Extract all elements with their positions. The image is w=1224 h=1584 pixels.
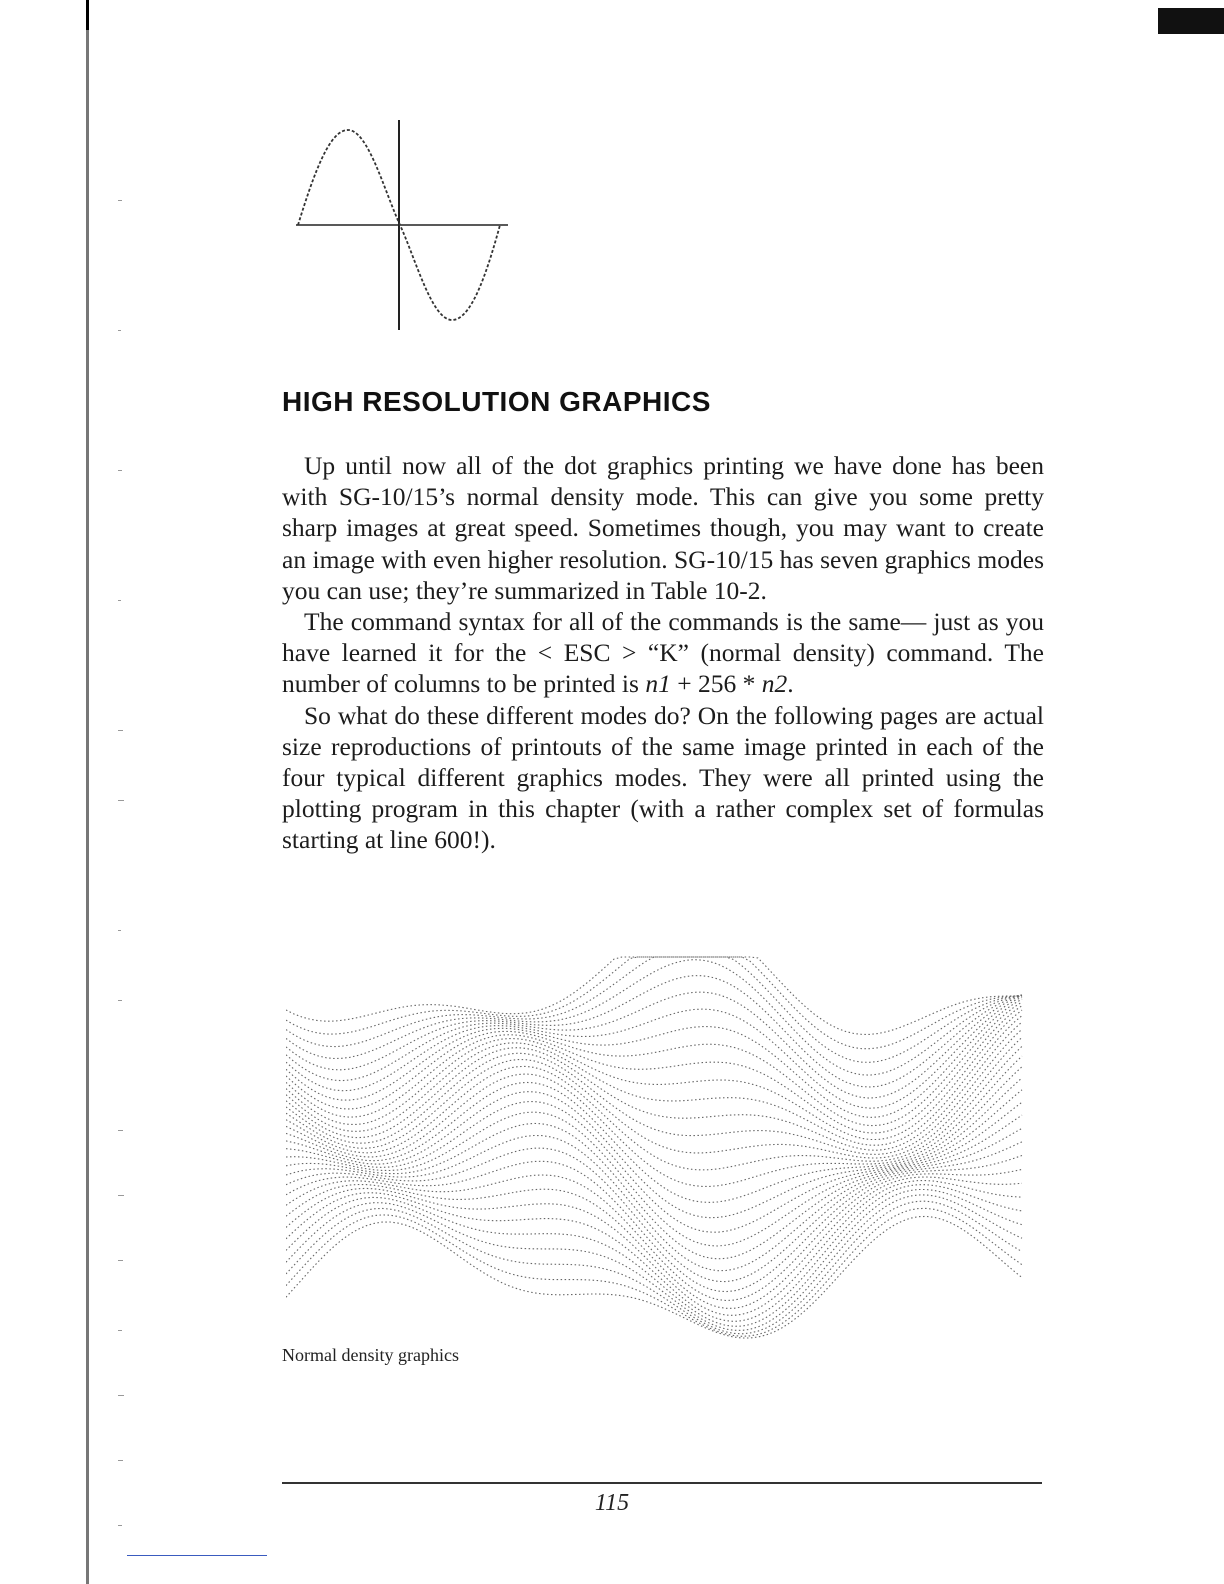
surface-line <box>286 976 1022 1087</box>
surface-line <box>286 1067 1022 1203</box>
surface-line <box>286 1142 1022 1282</box>
surface-line <box>286 957 1022 1049</box>
surface-line <box>286 1156 1022 1292</box>
section-heading: HIGH RESOLUTION GRAPHICS <box>282 386 711 417</box>
page-number: 115 <box>594 1490 630 1516</box>
surface-line <box>286 1002 1022 1126</box>
sine-wave-figure <box>280 110 520 350</box>
paragraph-2-end: . <box>787 669 794 699</box>
surface-line <box>286 1102 1022 1246</box>
surface-line <box>286 1169 1022 1300</box>
corner-mark <box>1158 8 1224 34</box>
surface-line <box>286 1208 1022 1336</box>
surface-line <box>286 1128 1022 1270</box>
surface-line <box>286 1190 1022 1327</box>
surface-line <box>286 997 1022 1108</box>
paragraph-3: So what do these different modes do? On the following pages are actual size reproductions of printouts of the same image printed in each of the four typical different graphics modes. They were all printed using the plotting program in this chapter (with a rather complex set of formulas starting at line 600!). <box>282 700 1044 855</box>
surface-line <box>286 1006 1022 1133</box>
surface-plot-image <box>286 955 1026 1360</box>
figure-caption: Normal density graphics <box>282 1345 459 1365</box>
surface-line <box>286 1201 1022 1334</box>
binding-edge <box>86 0 89 1584</box>
surface-line <box>286 1022 1022 1150</box>
body-text <box>282 450 1044 856</box>
var-n2: n2 <box>761 669 788 699</box>
surface-line <box>286 957 1022 1062</box>
paragraph-1: Up until now all of the dot graphics printing we have done has been with SG-10/15’s normal density mode. This can give you some pretty sharp images at great speed. Sometimes though, you may want to create an image with even higher resolution. SG-10/15 has seven graphics modes you can use; they’re summarized in Table 10-2. <box>282 451 1044 605</box>
surface-line <box>286 1115 1022 1259</box>
blue-underline-mark <box>127 1555 267 1556</box>
surface-line <box>286 992 1022 1098</box>
surface-line <box>286 1195 1022 1331</box>
surface-line <box>286 957 1022 1034</box>
paragraph-2 <box>282 606 1044 700</box>
surface-line <box>286 960 1022 1076</box>
binding-dots <box>118 0 158 1584</box>
paragraph-2-text: The command syntax for all of the commands is the same— just as you have learned it for the < ESC > “K” (normal density) command. The number of columns to be printed is <box>282 607 1044 699</box>
surface-line <box>286 1216 1022 1338</box>
var-n1: n1 <box>645 669 671 699</box>
paragraph-2-mid: + 256 * <box>670 669 762 699</box>
footer-rule <box>282 1482 1042 1484</box>
